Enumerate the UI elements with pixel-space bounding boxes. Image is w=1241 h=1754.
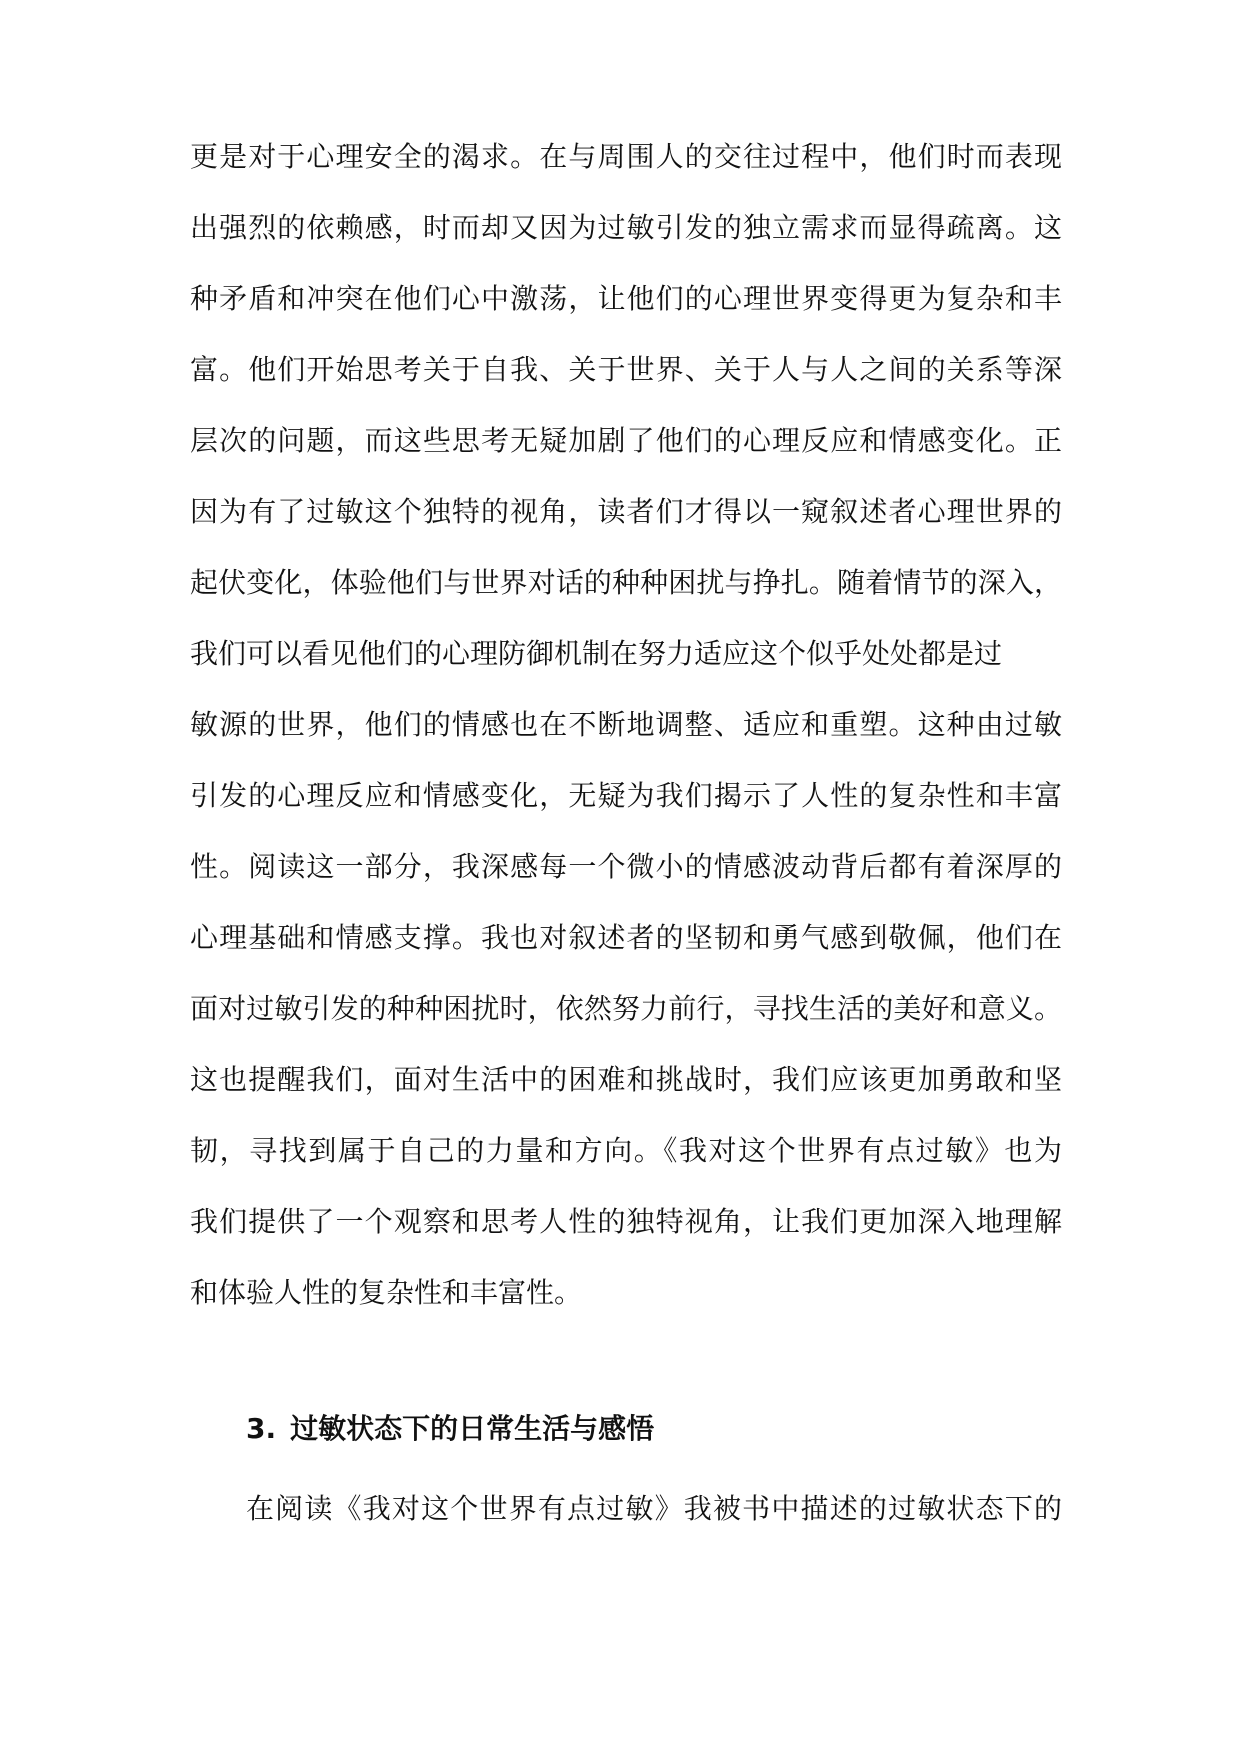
paragraph-line: 因为有了过敏这个独特的视角，读者们才得以一窥叙述者心理世界的 [190, 495, 1062, 528]
paragraph-line: 我们提供了一个观察和思考人性的独特视角，让我们更加深入地理解 [190, 1205, 1062, 1238]
paragraph-line: 韧，寻找到属于自己的力量和方向。《我对这个世界有点过敏》也为 [190, 1134, 1062, 1167]
paragraph-line: 层次的问题，而这些思考无疑加剧了他们的心理反应和情感变化。正 [190, 424, 1062, 457]
paragraph-line: 起伏变化，体验他们与世界对话的种种困扰与挣扎。随着情节的深入， [190, 566, 1062, 599]
paragraph-line: 更是对于心理安全的渴求。在与周围人的交往过程中，他们时而表现 [190, 140, 1062, 173]
paragraph-line: 富。他们开始思考关于自我、关于世界、关于人与人之间的关系等深 [190, 353, 1062, 386]
paragraph-line: 心理基础和情感支撑。我也对叙述者的坚韧和勇气感到敬佩，他们在 [190, 921, 1062, 954]
paragraph-line: 这也提醒我们，面对生活中的困难和挑战时，我们应该更加勇敢和坚 [190, 1063, 1062, 1096]
paragraph-line: 敏源的世界，他们的情感也在不断地调整、适应和重塑。这种由过敏 [190, 708, 1062, 741]
paragraph-line: 引发的心理反应和情感变化，无疑为我们揭示了人性的复杂性和丰富 [190, 779, 1062, 812]
section-heading [246, 1409, 654, 1449]
paragraph-line: 和体验人性的复杂性和丰富性。 [190, 1276, 583, 1309]
section-number: 3. [246, 1412, 277, 1445]
paragraph-line: 面对过敏引发的种种困扰时，依然努力前行，寻找生活的美好和意义。 [190, 992, 1062, 1025]
paragraph-line: 性。阅读这一部分，我深感每一个微小的情感波动背后都有着深厚的 [190, 850, 1062, 883]
section-title: 过敏状态下的日常生活与感悟 [290, 1412, 655, 1445]
paragraph-line: 我们可以看见他们的心理防御机制在努力适应这个似乎处处都是过 [190, 637, 1003, 670]
paragraph-line: 在阅读《我对这个世界有点过敏》我被书中描述的过敏状态下的 [246, 1492, 1062, 1525]
paragraph-line: 种矛盾和冲突在他们心中激荡，让他们的心理世界变得更为复杂和丰 [190, 282, 1062, 315]
paragraph-line: 出强烈的依赖感，时而却又因为过敏引发的独立需求而显得疏离。这 [190, 211, 1062, 244]
